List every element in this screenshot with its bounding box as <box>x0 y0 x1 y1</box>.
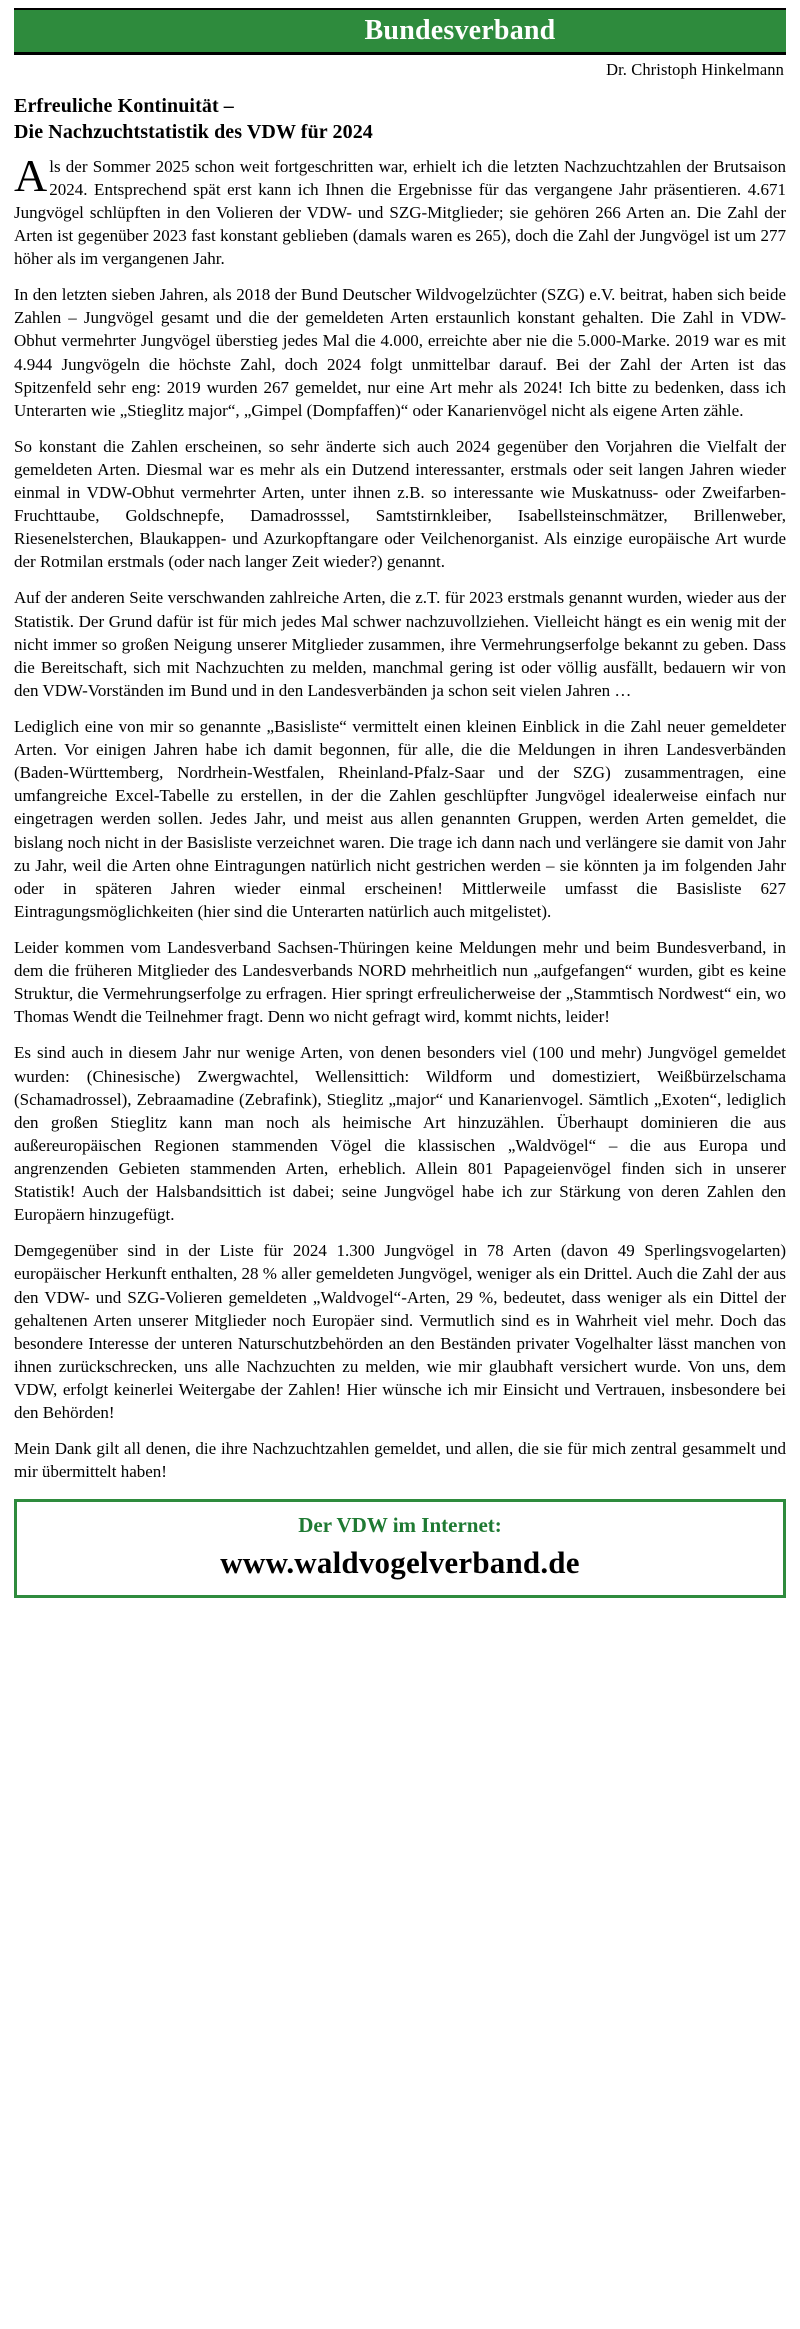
paragraph-3: So konstant die Zahlen erscheinen, so sehr änderte sich auch 2024 gegenüber den Vorjahren die Vielfalt der gemeldeten Arten. Diesmal war es mehr als ein Dutzend interessanter, erstmals oder seit langen Jahren wieder einmal in VDW-Obhut vermehrter Arten, unter ihnen z.B. so interessante wie Muskatnuss- oder Zweifarben-Fruchttaube, Goldschnepfe, Damadrosssel, Samtstirnkleiber, Isabellsteinschmätzer, Brillenweber, Riesenelsterchen, Blaukappen- und Azurkopftangare oder Veilchenorganist. Als einzige europäische Art wurde der Rotmilan erstmals (oder nach langer Zeit wieder?) genannt. <box>14 436 786 572</box>
paragraph-5: Lediglich eine von mir so genannte „Basisliste“ vermittelt einen kleinen Einblick in die Zahl neuer gemeldeter Arten. Vor einigen Jahren habe ich damit begonnen, für alle, die die Meldungen in ihren Landesverbänden (Baden-Württemberg, Nordrhein-Westfalen, Rheinland-Pfalz-Saar und der SZG) zusammentragen, eine umfangreiche Excel-Tabelle zu erstellen, in der die Zahlen geschlüpfter Jungvögel idealerweise einfach nur eingetragen werden sollen. Jedes Jahr, und meist aus allen genannten Gruppen, werden Arten gemeldet, die bislang noch nicht in der Basisliste verzeichnet waren. Die trage ich dann nach und verlängere sie damit von Jahr zu Jahr, weil die Arten ohne Eintragungen natürlich nicht gestrichen werden – sie könnten ja im folgenden Jahr oder in späteren Jahren wieder einmal erscheinen! Mittlerweile umfasst die Basisliste 627 Eintragungsmöglichkeiten (hier sind die Unterarten natürlich auch mitgelistet). <box>14 717 786 921</box>
masthead-banner <box>14 8 786 55</box>
paragraph-9: Mein Dank gilt all denen, die ihre Nachzuchtzahlen gemeldet, und allen, die sie für mich zentral gesammelt und mir übermittelt haben! <box>14 1439 786 1482</box>
paragraph-8: Demgegenüber sind in der Liste für 2024 1.300 Jungvögel in 78 Arten (davon 49 Sperlingsvogelarten) europäischer Herkunft enthalten, 28 % aller gemeldeten Jungvögel, weniger als ein Drittel. Auch die Zahl der aus den VDW- und SZG-Volieren gemeldeten „Waldvogel“-Arten, 29 %, bedeutet, dass weniger als ein Dittel der gehaltenen Arten unserer Mitglieder noch Europäer sind. Vermutlich sind es in Wahrheit viel mehr. Doch das besondere Interesse der unteren Naturschutzbehörden an den Beständen privater Vogelhalter lässt manchen von ihnen zurückschrecken, uns alle Nachzuchten zu melden, wie mir glaubhaft versichert wurde. Von uns, dem VDW, erfolgt keinerlei Weitergabe der Zahlen! Hier wünsche ich mir Einsicht und Vertrauen, insbesondere bei den Behörden! <box>14 1241 786 1423</box>
paragraph-1: Als der Sommer 2025 schon weit fortgeschritten war, erhielt ich die letzten Nachzuchtzahlen der Brutsaison 2024. Entsprechend spät erst kann ich Ihnen die Ergebnisse für das vergangene Jahr präsentieren. 4.671 Jungvögel schlüpften in den Volieren der VDW- und SZG-Mitglieder; sie gehören 266 Arten an. Die Zahl der Arten ist gegenüber 2023 fast konstant geblieben (damals waren es 265), doch die Zahl der Jungvögel ist um 277 höher als im vergangenen Jahr. <box>14 149 786 269</box>
headline-line-1: Erfreuliche Kontinuität – <box>14 94 234 117</box>
document-page <box>0 8 800 2329</box>
footer-title: Der VDW im Internet: <box>298 1513 502 1538</box>
masthead-title: Bundesverband <box>364 15 556 46</box>
paragraph-7: Es sind auch in diesem Jahr nur wenige Arten, von denen besonders viel (100 und mehr) Jungvögel gemeldet wurden: (Chinesische) Zwergwachtel, Wellensittich: Wildform und domestiziert, Weißbürzelschama (Schamadrossel), Zebraamadine (Zebrafink), Stieglitz „major“ und Kanarienvogel. Sämtlich „Exoten“, lediglich den großen Stieglitz kann man noch als heimische Art hinzuzählen. Überhaupt dominieren die aus außereuropäischen Regionen stammenden Vögel die klassischen „Waldvögel“ – die aus Europa und angrenzenden Gebieten stammenden Arten, erheblich. Allein 801 Papageienvögel finden sich in unserer Statistik! Auch der Halsbandsittich ist dabei; seine Jungvögel habe ich zur Stärkung von deren Zahlen den Europäern hinzugefügt. <box>14 1043 786 1225</box>
paragraph-2: In den letzten sieben Jahren, als 2018 der Bund Deutscher Wildvogelzüchter (SZG) e.V. beitrat, haben sich beide Zahlen – Jungvögel gesamt und die der gemeldeten Arten erstaunlich konstant gehalten. Die Zahl in VDW-Obhut vermehrter Jungvögel überstieg jedes Mal die 4.000, erreichte aber nie die 5.000-Marke. 2019 war es mit 4.944 Jungvögeln die höchste Zahl, doch 2024 folgt unmittelbar darauf. Bei der Zahl der Arten ist das Spitzenfeld sehr eng: 2019 wurden 267 gemeldet, nur eine Art mehr als 2024! Ich bitte zu bedenken, dass ich Unterarten wie „Stieglitz major“, „Gimpel (Dompfaffen)“ oder Kanarienvögel nicht als eigene Arten zähle. <box>14 285 786 420</box>
headline-line-2: Die Nachzuchtstatistik des VDW für 2024 <box>14 120 373 143</box>
paragraph-4: Auf der anderen Seite verschwanden zahlreiche Arten, die z.T. für 2023 erstmals genannt wurden, wieder aus der Statistik. Der Grund dafür ist für mich jedes Mal schwer nachzuvollziehen. Vielleicht hängt es ein wenig mit der nicht immer so großen Neigung unserer Mitglieder zusammen, ihre Vermehrungserfolge bekannt zu geben. Dass die Bereitschaft, sich mit Nachzuchten zu melden, manchmal gering ist oder völlig ausfällt, bedauern wir von den VDW-Vorständen im Bund und in den Landesverbänden ja schon seit vielen Jahren … <box>14 588 786 700</box>
footer-website-url[interactable]: www.waldvogelverband.de <box>220 1544 580 1580</box>
footer-internet-box <box>14 1499 786 1597</box>
article-body <box>14 149 786 1484</box>
article-headline <box>14 93 786 145</box>
author-byline: Dr. Christoph Hinkelmann <box>606 60 784 79</box>
paragraph-6: Leider kommen vom Landesverband Sachsen-Thüringen keine Meldungen mehr und beim Bundesverband, in dem die früheren Mitglieder des Landesverbands NORD mehrheitlich nun „aufgefangen“ wurden, gibt es keine Struktur, die Vermehrungserfolge zu erfragen. Hier springt erfreulicherweise der „Stammtisch Nordwest“ ein, wo Thomas Wendt die Teilnehmer fragt. Denn wo nicht gefragt wird, kommt nichts, leider! <box>14 938 786 1027</box>
